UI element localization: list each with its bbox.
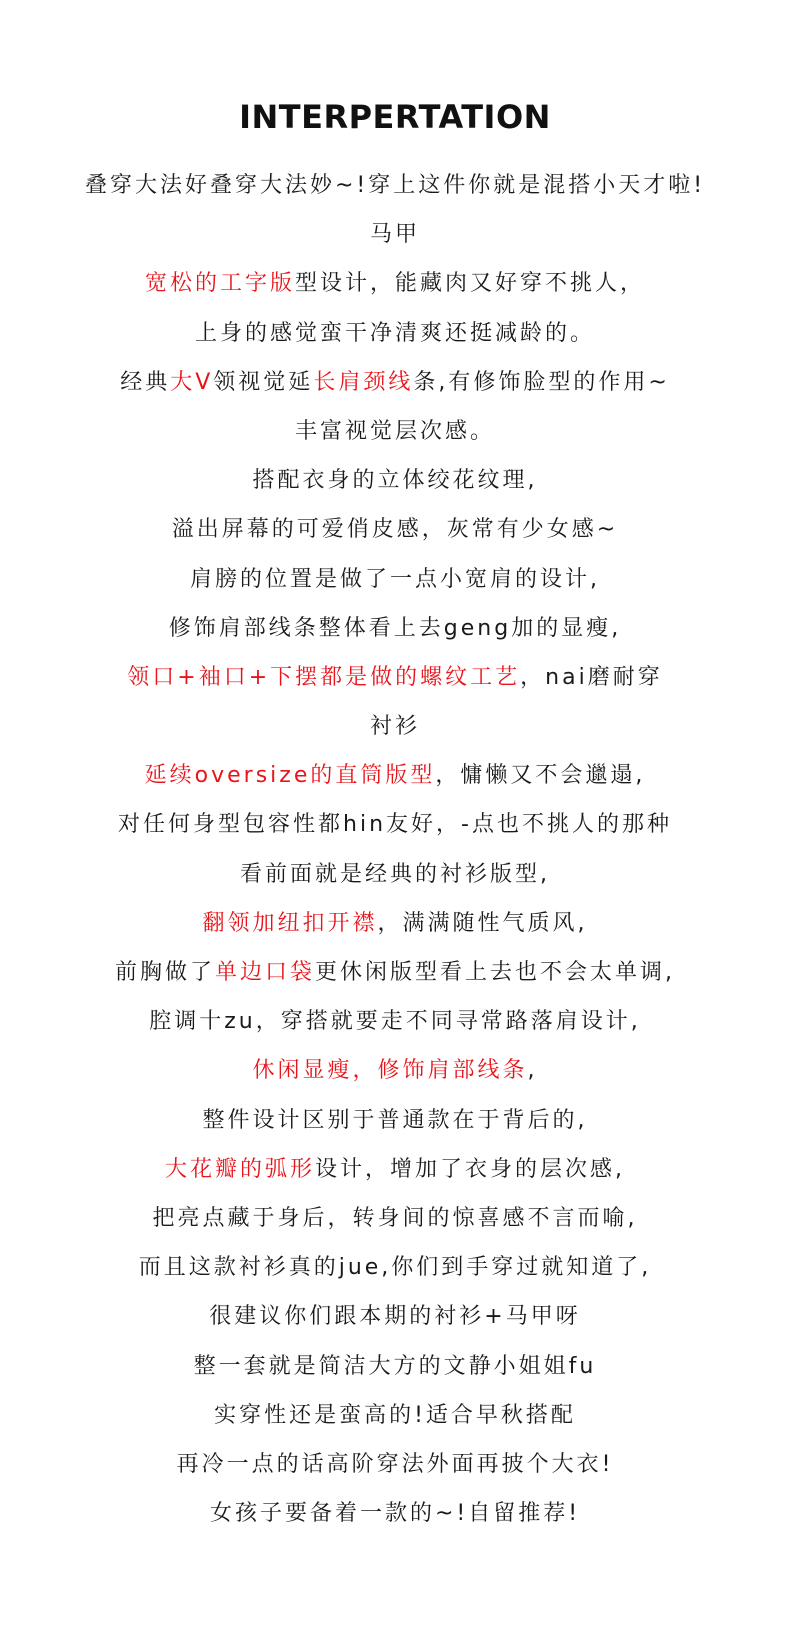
text-line: [0, 1299, 790, 1348]
line-text: 更休闲版型看上去也不会太单调,: [315, 960, 676, 985]
highlighted-text: 宽松的工字版: [144, 271, 295, 297]
line-text: 前胸做了: [114, 960, 215, 985]
text-line: [0, 611, 790, 660]
highlighted-text: 大V: [170, 369, 214, 395]
line-text: 再冷一点的话高阶穿法外面再披个大衣!: [176, 1451, 614, 1477]
line-text: 型设计，能藏肉又好穿不挑人，: [295, 271, 646, 297]
highlighted-text: 长肩颈线: [313, 369, 414, 395]
text-line: [0, 857, 790, 906]
line-text: 实穿性还是蛮高的!适合早秋搭配: [214, 1402, 576, 1428]
highlighted-text: 延续oversize的直筒版型: [144, 763, 436, 789]
text-line: [0, 414, 790, 463]
line-text: ，慵懒又不会邋遢,: [435, 763, 646, 789]
line-text: 设计，增加了衣身的层次感,: [315, 1156, 625, 1182]
highlighted-text: 单边口袋: [215, 960, 316, 985]
description-text-block: [0, 168, 790, 1545]
line-text: 条,有修饰脸型的作用~: [413, 369, 670, 395]
text-line: [0, 1103, 790, 1152]
text-line: [0, 660, 790, 709]
text-line: [0, 1496, 790, 1545]
text-line: [0, 1004, 790, 1053]
text-line: [0, 807, 790, 856]
text-line: [0, 512, 790, 561]
line-text: 丰富视觉层次感。: [294, 418, 495, 444]
line-text: 领视觉延: [213, 369, 314, 395]
line-text: 整件设计区别于普通款在于背后的,: [202, 1107, 588, 1133]
line-text: 很建议你们跟本期的衬衫+马甲呀: [209, 1304, 581, 1330]
line-text: 把亮点藏于身后，转身间的惊喜感不言而喻,: [152, 1205, 638, 1231]
text-line: [0, 1053, 790, 1102]
line-text: 肩膀的位置是做了一点小宽肩的设计,: [190, 566, 600, 592]
text-line: [0, 168, 790, 217]
line-text: 对任何身型包容性都hin友好，-点也不挑人的那种: [118, 812, 672, 838]
text-line: [0, 463, 790, 512]
text-line: [0, 1152, 790, 1201]
line-text: 经典: [120, 369, 171, 395]
line-text: 溢出屏幕的可爱俏皮感，灰常有少女感~: [171, 517, 619, 543]
text-line: [0, 1447, 790, 1496]
line-text: 马甲: [369, 222, 420, 248]
line-text: 叠穿大法好叠穿大法妙~!穿上这件你就是混搭小天才啦!: [84, 173, 706, 198]
text-line: [0, 1250, 790, 1299]
highlighted-text: 休闲显瘦，修饰肩部线条: [252, 1058, 528, 1084]
text-line: [0, 709, 790, 758]
line-text: ,: [527, 1058, 538, 1084]
page-title: INTERPERTATION: [239, 98, 551, 136]
text-line: [0, 1349, 790, 1398]
text-line: [0, 562, 790, 611]
line-text: 女孩子要备着一款的~!自留推荐!: [209, 1501, 581, 1527]
text-line: [0, 955, 790, 1004]
text-line: [0, 758, 790, 807]
highlighted-text: 领口+袖口+下摆都是做的螺纹工艺: [127, 664, 521, 690]
text-line: [0, 1201, 790, 1250]
text-line: [0, 217, 790, 266]
line-text: 腔调十zu，穿搭就要走不同寻常路落肩设计,: [149, 1009, 641, 1035]
line-text: 衬衫: [369, 714, 420, 740]
line-text: ，nai磨耐穿: [520, 664, 663, 690]
line-text: 修饰肩部线条整体看上去geng加的显瘦,: [168, 615, 622, 641]
line-text: 上身的感觉蛮干净清爽还挺减龄的。: [194, 320, 595, 346]
text-line: [0, 1398, 790, 1447]
line-text: 看前面就是经典的衬衫版型,: [240, 861, 550, 887]
highlighted-text: 大花瓣的弧形: [164, 1156, 315, 1182]
text-line: [0, 316, 790, 365]
text-line: [0, 906, 790, 955]
line-text: 而且这款衬衫真的jue,你们到手穿过就知道了,: [138, 1255, 652, 1281]
line-text: 整一套就是简洁大方的文静小姐姐fu: [193, 1353, 597, 1379]
highlighted-text: 翻领加纽扣开襟: [202, 910, 378, 936]
line-text: 搭配衣身的立体绞花纹理,: [252, 468, 538, 494]
line-text: ，满满随性气质风,: [377, 910, 588, 936]
text-line: [0, 266, 790, 315]
text-line: [0, 365, 790, 414]
